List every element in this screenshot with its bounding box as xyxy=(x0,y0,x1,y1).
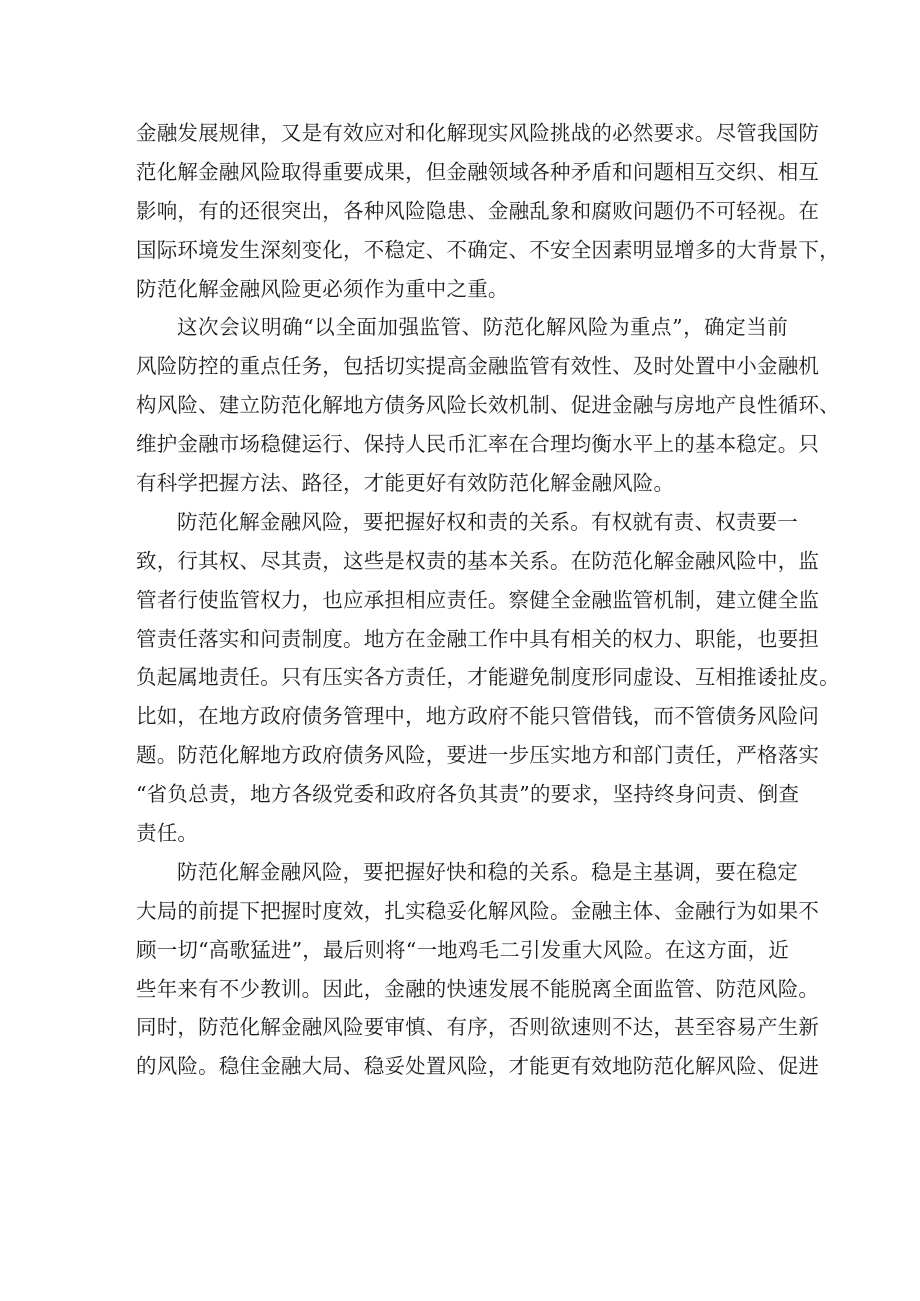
text-line: 有科学把握方法、路径，才能更好有效防范化解金融风险。 xyxy=(136,471,675,496)
text-line: 负起属地责任。只有压实各方责任，才能避免制度形同虚设、互相推诿扯皮。 xyxy=(136,665,840,690)
text-line: 比如，在地方政府债务管理中，地方政府不能只管借钱，而不管债务风险问 xyxy=(136,704,820,729)
text-line: 责任。 xyxy=(136,821,199,846)
paragraph-1 xyxy=(136,114,840,308)
text-line: 构风险、建立防范化解地方债务风险长效机制、促进金融与房地产良性循环、 xyxy=(136,393,840,418)
paragraph-2 xyxy=(136,308,840,502)
text-line: 防范化解金融风险，要把握好权和责的关系。有权就有责、权责要一 xyxy=(177,509,798,534)
text-line: 大局的前提下把握时度效，扎实稳妥化解风险。金融主体、金融行为如果不 xyxy=(136,898,820,923)
text-line: 管者行使监管权力，也应承担相应责任。察健全金融监管机制，建立健全监 xyxy=(136,587,820,612)
paragraph-3 xyxy=(136,503,840,853)
text-line: 顾一切“高歌猛进”，最后则将“一地鸡毛二引发重大风险。在这方面，近 xyxy=(136,937,790,962)
text-line: 国际环境发生深刻变化，不稳定、不确定、不安全因素明显增多的大背景下， xyxy=(136,237,840,262)
text-line: 维护金融市场稳健运行、保持人民币汇率在合理均衡水平上的基本稳定。只 xyxy=(136,432,820,457)
text-line: 影响，有的还很突出，各种风险隐患、金融乱象和腐败问题仍不可轻视。在 xyxy=(136,198,820,223)
text-line: 致，行其权、尽其责，这些是权责的基本关系。在防范化解金融风险中，监 xyxy=(136,548,820,573)
text-line: 防范化解金融风险更必须作为重中之重。 xyxy=(136,276,509,301)
text-line: 的风险。稳住金融大局、稳妥处置风险，才能更有效地防范化解风险、促进 xyxy=(136,1054,820,1079)
text-line: 范化解金融风险取得重要成果，但金融领域各种矛盾和问题相互交织、相互 xyxy=(136,159,820,184)
text-line: 风险防控的重点任务，包括切实提高金融监管有效性、及时处置中小金融机 xyxy=(136,354,820,379)
text-line: 同时，防范化解金融风险要审慎、有序，否则欲速则不达，甚至容易产生新 xyxy=(136,1015,820,1040)
text-line: “省负总责，地方各级党委和政府各负其责”的要求，坚持终身问责、倒查 xyxy=(136,782,800,807)
text-line: 题。防范化解地方政府债务风险，要进一步压实地方和部门责任，严格落实 xyxy=(136,743,820,768)
text-line: 管责任落实和问责制度。地方在金融工作中具有相关的权力、职能，也要担 xyxy=(136,626,820,651)
text-line: 这次会议明确“以全面加强监管、防范化解风险为重点”，确定当前 xyxy=(177,315,788,340)
text-line: 金融发展规律，又是有效应对和化解现实风险挑战的必然要求。尽管我国防 xyxy=(136,121,820,145)
paragraph-4 xyxy=(136,853,820,1086)
document-body xyxy=(136,114,840,1086)
text-line: 些年来有不少教训。因此，金融的快速发展不能脱离全面监管、防范风险。 xyxy=(136,976,820,1001)
text-line: 防范化解金融风险，要把握好快和稳的关系。稳是主基调，要在稳定 xyxy=(177,859,798,884)
